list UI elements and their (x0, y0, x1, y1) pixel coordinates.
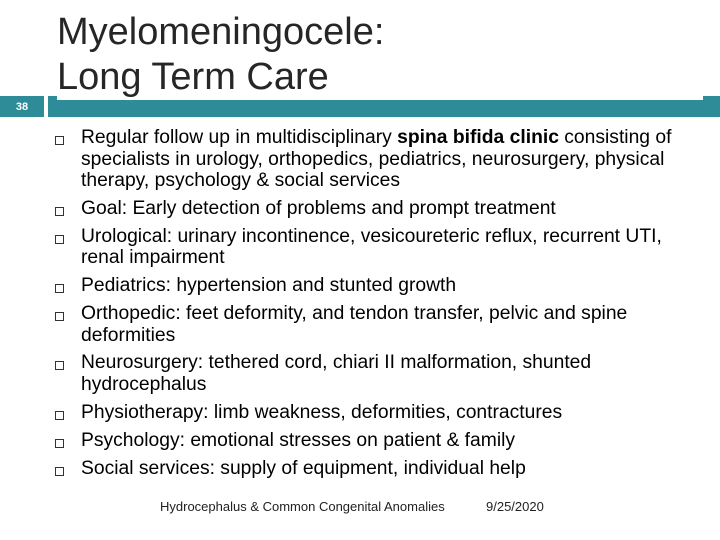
footer-date: 9/25/2020 (486, 499, 544, 514)
bullet-list (55, 127, 695, 486)
square-bullet-icon (55, 411, 64, 420)
bullet-item (55, 430, 695, 452)
bullet-item (55, 127, 695, 192)
bullet-item (55, 198, 695, 220)
footer-text: Hydrocephalus & Common Congenital Anomalies (160, 499, 445, 514)
square-bullet-icon (55, 312, 64, 321)
square-bullet-icon (55, 467, 64, 476)
slide-title: Myelomeningocele: Long Term Care (57, 10, 703, 100)
square-bullet-icon (55, 439, 64, 448)
bullet-text-continued: consisting of specialists in urology, orthopedics, pediatrics, neurosurgery, physical therapy, psychology & social services (81, 127, 672, 191)
square-bullet-icon (55, 361, 64, 370)
bullet-item (55, 303, 695, 346)
bullet-item (55, 352, 695, 395)
bullet-text: Neurosurgery: tethered cord, chiari II malformation, shunted hydrocephalus (81, 352, 592, 395)
bullet-text: Psychology: emotional stresses on patient & family (81, 429, 516, 451)
bullet-text: Urological: urinary incontinence, vesicoureteric reflux, recurrent UTI, renal impairment (81, 225, 662, 269)
bullet-bold-text: spina bifida clinic (397, 127, 559, 148)
bullet-item (55, 275, 695, 297)
bullet-text: Goal: Early detection of problems and prompt treatment (81, 197, 556, 219)
bullet-text: Pediatrics: hypertension and stunted growth (81, 275, 457, 297)
bullet-text: Orthopedic: feet deformity, and tendon transfer, pelvic and spine deformities (81, 303, 628, 346)
square-bullet-icon (55, 235, 64, 244)
bullet-item (55, 402, 695, 424)
bullet-item (55, 226, 695, 269)
bullet-text: Physiotherapy: limb weakness, deformities, contractures (81, 401, 563, 423)
bullet-item (55, 458, 695, 480)
slide-number: 38 (0, 96, 44, 117)
bullet-text: Social services: supply of equipment, individual help (81, 457, 526, 479)
bullet-text: Regular follow up in multidisciplinary (81, 127, 398, 148)
square-bullet-icon (55, 207, 64, 216)
square-bullet-icon (55, 284, 64, 293)
square-bullet-icon (55, 136, 64, 145)
